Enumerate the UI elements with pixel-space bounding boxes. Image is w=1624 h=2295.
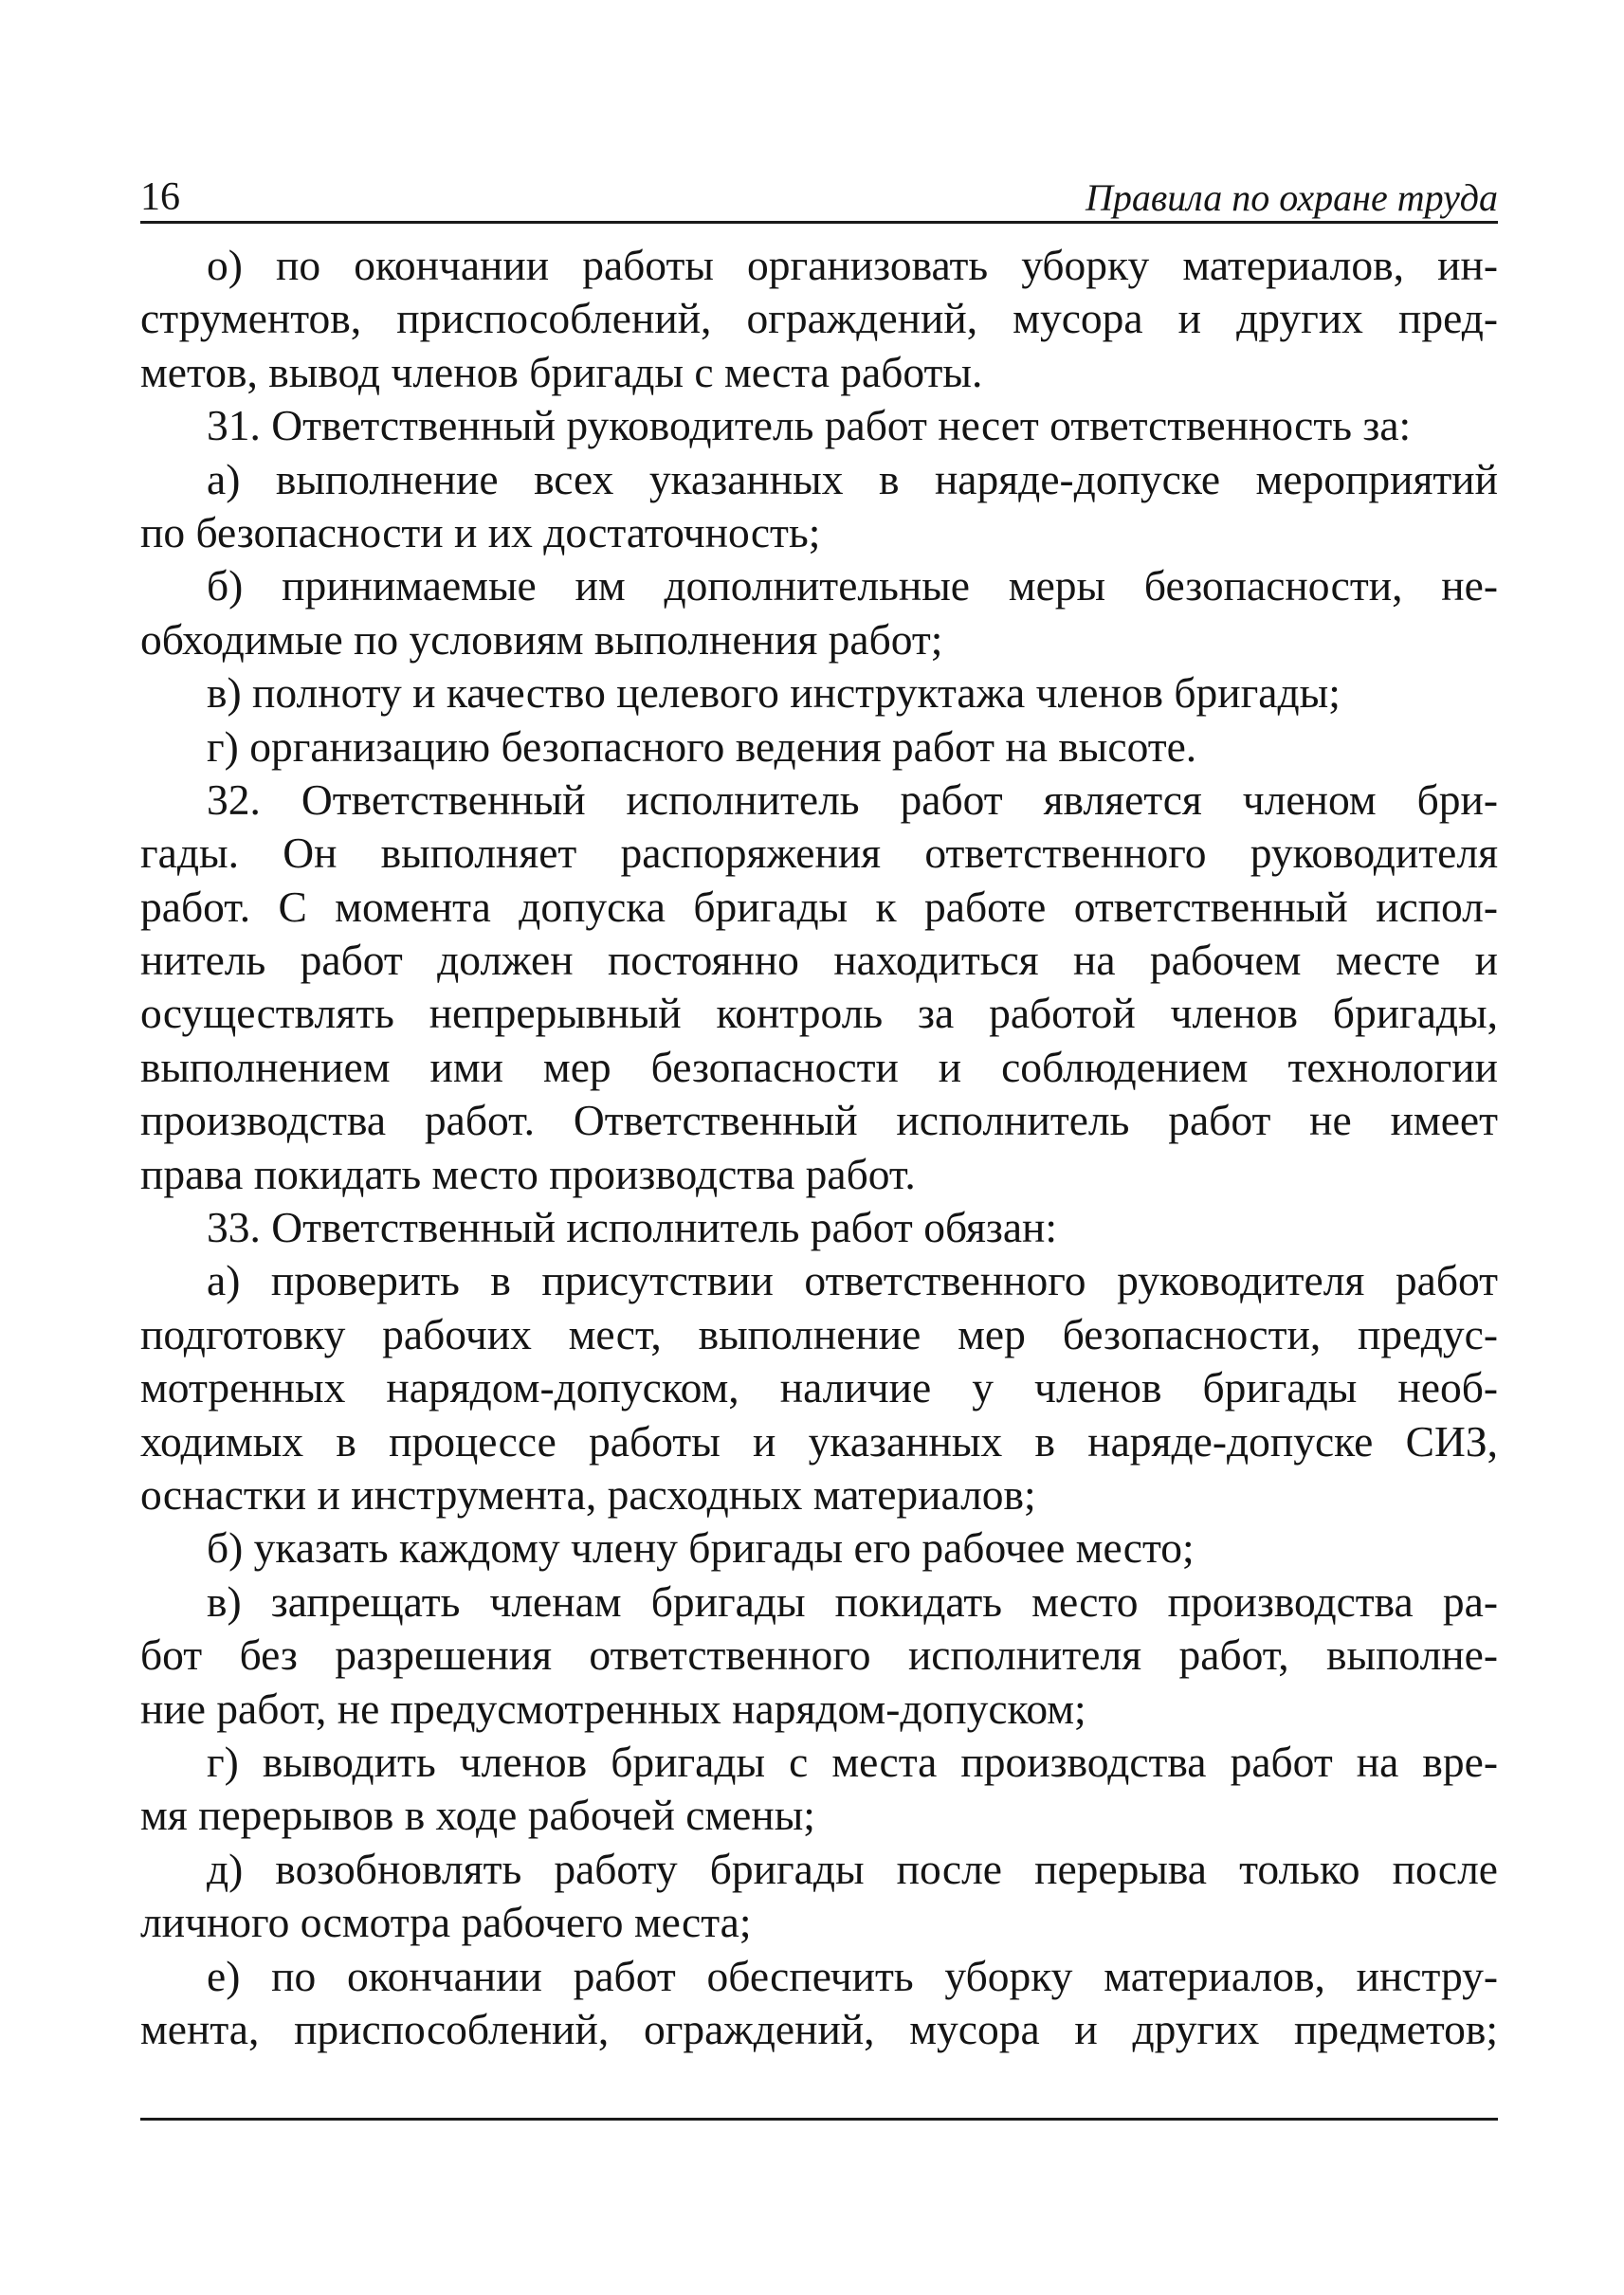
text-line: бот без разрешения ответственного исполнителя работ, выполне-: [140, 1630, 1498, 1680]
text-line: права покидать место производства работ.: [140, 1149, 916, 1198]
footer-rule: [140, 2118, 1498, 2121]
text-line: ние работ, не предусмотренных нарядом-допуском;: [140, 1684, 1086, 1733]
text-line: б) указать каждому члену бригады его рабочее место;: [207, 1523, 1195, 1573]
text-line: подготовку рабочих мест, выполнение мер безопасности, предус-: [140, 1309, 1498, 1358]
text-line: личного осмотра рабочего места;: [140, 1898, 752, 1947]
page-header: [140, 166, 1498, 224]
text-line: нитель работ должен постоянно находиться на рабочем месте и: [140, 936, 1498, 985]
text-line: 32. Ответственный исполнитель работ является членом бри-: [207, 774, 1498, 824]
text-line: ходимых в процессе работы и указанных в наряде-допуске СИЗ,: [140, 1416, 1498, 1466]
text-line: мента, приспособлений, ограждений, мусора и других предметов;: [140, 2004, 1498, 2053]
text-line: мя перерывов в ходе рабочей смены;: [140, 1791, 815, 1840]
text-line: а) выполнение всех указанных в наряде-допуске мероприятий: [207, 454, 1498, 503]
text-line: производства работ. Ответственный исполнитель работ не имеет: [140, 1096, 1498, 1145]
text-line: выполнением ими мер безопасности и соблюдением технологии: [140, 1042, 1498, 1091]
text-line: метов, вывод членов бригады с места работы.: [140, 347, 983, 396]
running-title: Правила по охране труда: [1086, 176, 1498, 219]
text-line: 33. Ответственный исполнитель работ обязан:: [207, 1203, 1058, 1252]
text-line: г) выводить членов бригады с места производства работ на вре-: [207, 1737, 1498, 1786]
text-line: работ. С момента допуска бригады к работе ответственный испол-: [140, 882, 1498, 931]
text-line: о) по окончании работы организовать уборку материалов, ин-: [207, 241, 1498, 289]
text-line: струментов, приспособлений, ограждений, мусора и других пред-: [140, 294, 1498, 343]
body-text: [140, 239, 1498, 2056]
text-line: б) принимаемые им дополнительные меры безопасности, не-: [207, 561, 1498, 610]
text-line: е) по окончании работ обеспечить уборку материалов, инстру-: [207, 1951, 1498, 2000]
text-line: г) организацию безопасного ведения работ на высоте.: [207, 721, 1197, 771]
text-line: мотренных нарядом-допуском, наличие у членов бригады необ-: [140, 1363, 1498, 1412]
text-line: по безопасности и их достаточность;: [140, 507, 821, 556]
text-line: осуществлять непрерывный контроль за работой членов бригады,: [140, 989, 1498, 1038]
text-line: 31. Ответственный руководитель работ несет ответственность за:: [207, 401, 1412, 450]
page-number: 16: [140, 175, 180, 219]
text-line: а) проверить в присутствии ответственного руководителя работ: [207, 1256, 1498, 1305]
text-line: оснастки и инструмента, расходных материалов;: [140, 1469, 1036, 1519]
text-line: обходимые по условиям выполнения работ;: [140, 614, 943, 664]
text-line: в) запрещать членам бригады покидать место производства ра-: [207, 1576, 1498, 1626]
text-line: гады. Он выполняет распоряжения ответственного руководителя: [140, 829, 1498, 878]
text-line: д) возобновлять работу бригады после перерыва только после: [207, 1844, 1498, 1893]
text-line: в) полноту и качество целевого инструктажа членов бригады;: [207, 668, 1341, 718]
